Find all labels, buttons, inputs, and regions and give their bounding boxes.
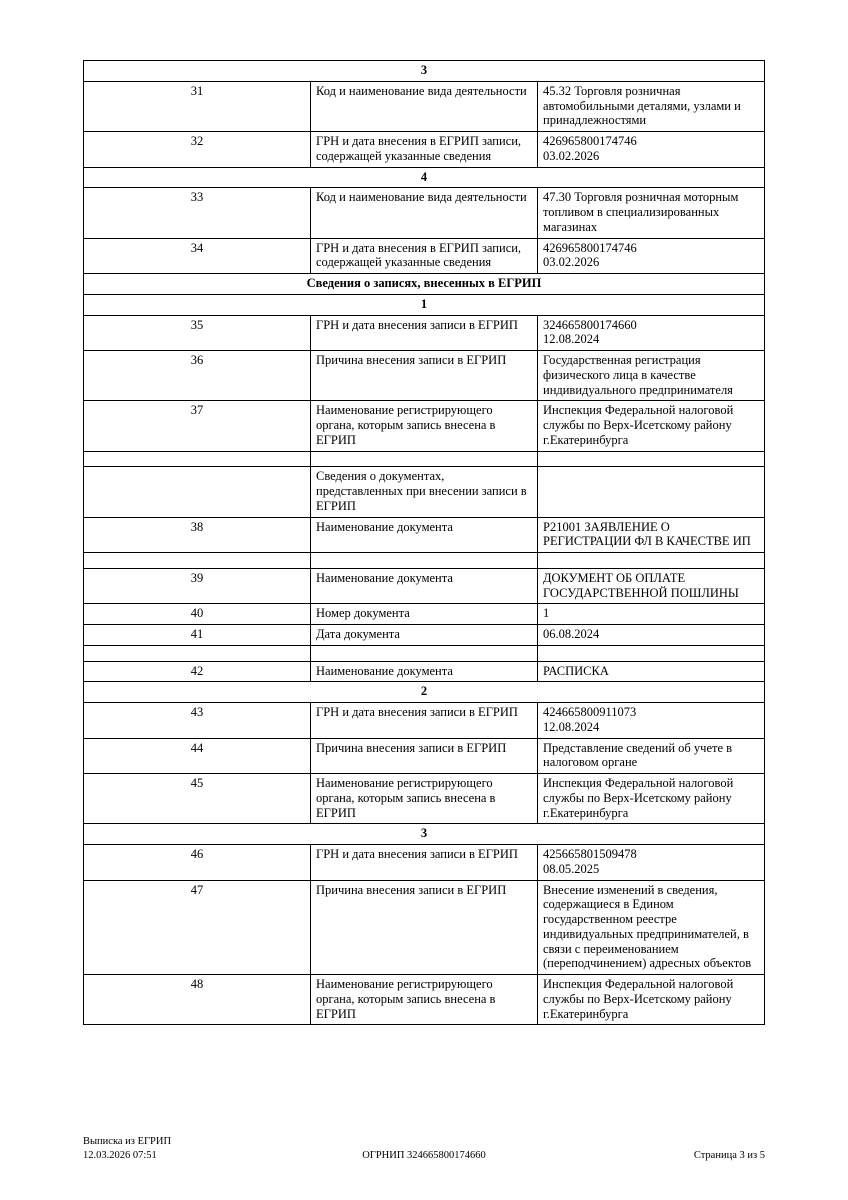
row-value: 425665801509478 08.05.2025 xyxy=(538,845,765,881)
row-number: 46 xyxy=(84,845,311,881)
table-group-number-row xyxy=(84,294,765,315)
group-number: 2 xyxy=(84,682,765,703)
footer-timestamp: 12.03.2026 07:51 xyxy=(83,1149,157,1161)
row-label: ГРН и дата внесения в ЕГРИП записи, содержащей указанные сведения xyxy=(311,238,538,274)
table-row xyxy=(84,81,765,131)
table-row xyxy=(84,880,765,975)
row-value: РАСПИСКА xyxy=(538,661,765,682)
footer-page-number: Страница 3 из 5 xyxy=(693,1150,765,1161)
row-label: ГРН и дата внесения записи в ЕГРИП xyxy=(311,845,538,881)
row-value: 47.30 Торговля розничная моторным топливом в специализированных магазинах xyxy=(538,188,765,238)
table-spacer-row xyxy=(84,645,765,661)
table-row xyxy=(84,188,765,238)
row-label: Наименование документа xyxy=(311,517,538,553)
row-number: 43 xyxy=(84,703,311,739)
row-value: Представление сведений об учете в налоговом органе xyxy=(538,738,765,774)
row-value xyxy=(538,467,765,517)
table-row xyxy=(84,845,765,881)
row-label: Наименование регистрирующего органа, которым запись внесена в ЕГРИП xyxy=(311,774,538,824)
row-value: 45.32 Торговля розничная автомобильными деталями, узлами и принадлежностями xyxy=(538,81,765,131)
row-value: ДОКУМЕНТ ОБ ОПЛАТЕ ГОСУДАРСТВЕННОЙ ПОШЛИНЫ xyxy=(538,568,765,604)
egrip-extract-table xyxy=(83,60,765,1025)
table-row xyxy=(84,132,765,168)
row-number: 35 xyxy=(84,315,311,351)
row-label: Код и наименование вида деятельности xyxy=(311,188,538,238)
row-value: 424665800911073 12.08.2024 xyxy=(538,703,765,739)
row-value: Инспекция Федеральной налоговой службы по Верх-Исетскому району г.Екатеринбурга xyxy=(538,401,765,451)
row-label: Код и наименование вида деятельности xyxy=(311,81,538,131)
row-value: Инспекция Федеральной налоговой службы по Верх-Исетскому району г.Екатеринбурга xyxy=(538,774,765,824)
table-row xyxy=(84,774,765,824)
table-row xyxy=(84,568,765,604)
table-row xyxy=(84,703,765,739)
table-row xyxy=(84,351,765,401)
table-row xyxy=(84,517,765,553)
row-label: Причина внесения записи в ЕГРИП xyxy=(311,880,538,975)
spacer-cell xyxy=(84,553,311,569)
row-label: Дата документа xyxy=(311,625,538,646)
table-row xyxy=(84,315,765,351)
row-number: 45 xyxy=(84,774,311,824)
row-number: 32 xyxy=(84,132,311,168)
row-number: 34 xyxy=(84,238,311,274)
row-label: Причина внесения записи в ЕГРИП xyxy=(311,351,538,401)
group-number: 3 xyxy=(84,61,765,82)
row-number xyxy=(84,467,311,517)
row-value: Государственная регистрация физического лица в качестве индивидуального предпринимателя xyxy=(538,351,765,401)
table-row xyxy=(84,738,765,774)
row-label: Наименование регистрирующего органа, которым запись внесена в ЕГРИП xyxy=(311,401,538,451)
row-number: 47 xyxy=(84,880,311,975)
table-spacer-row xyxy=(84,553,765,569)
row-value: 324665800174660 12.08.2024 xyxy=(538,315,765,351)
row-number: 37 xyxy=(84,401,311,451)
table-group-number-row xyxy=(84,167,765,188)
row-label: Сведения о документах, представленных при внесении записи в ЕГРИП xyxy=(311,467,538,517)
row-number: 39 xyxy=(84,568,311,604)
row-label: Причина внесения записи в ЕГРИП xyxy=(311,738,538,774)
row-label: ГРН и дата внесения в ЕГРИП записи, содержащей указанные сведения xyxy=(311,132,538,168)
row-label: ГРН и дата внесения записи в ЕГРИП xyxy=(311,315,538,351)
row-number: 44 xyxy=(84,738,311,774)
spacer-cell xyxy=(538,451,765,467)
row-value: 1 xyxy=(538,604,765,625)
spacer-cell xyxy=(84,451,311,467)
spacer-cell xyxy=(84,645,311,661)
row-number: 41 xyxy=(84,625,311,646)
table-row xyxy=(84,625,765,646)
table-row xyxy=(84,238,765,274)
table-spacer-row xyxy=(84,451,765,467)
table-section-header xyxy=(84,274,765,295)
row-number: 33 xyxy=(84,188,311,238)
table-row xyxy=(84,604,765,625)
row-number: 38 xyxy=(84,517,311,553)
section-title: Сведения о записях, внесенных в ЕГРИП xyxy=(84,274,765,295)
row-number: 42 xyxy=(84,661,311,682)
spacer-cell xyxy=(538,645,765,661)
row-number: 40 xyxy=(84,604,311,625)
table-group-number-row xyxy=(84,682,765,703)
table-row xyxy=(84,975,765,1025)
spacer-cell xyxy=(311,451,538,467)
row-value: 426965800174746 03.02.2026 xyxy=(538,132,765,168)
footer-ogrnip: ОГРНИП 324665800174660 xyxy=(362,1150,486,1161)
group-number: 1 xyxy=(84,294,765,315)
spacer-cell xyxy=(538,553,765,569)
spacer-cell xyxy=(311,553,538,569)
row-number: 36 xyxy=(84,351,311,401)
group-number: 4 xyxy=(84,167,765,188)
row-number: 31 xyxy=(84,81,311,131)
table-body xyxy=(84,61,765,1025)
row-number: 48 xyxy=(84,975,311,1025)
row-label: Наименование документа xyxy=(311,568,538,604)
group-number: 3 xyxy=(84,824,765,845)
table-row xyxy=(84,467,765,517)
row-label: Наименование документа xyxy=(311,661,538,682)
row-value: 06.08.2024 xyxy=(538,625,765,646)
footer-doc-title: Выписка из ЕГРИП xyxy=(83,1136,172,1147)
table-group-number-row xyxy=(84,61,765,82)
row-value: 426965800174746 03.02.2026 xyxy=(538,238,765,274)
row-value: Р21001 ЗАЯВЛЕНИЕ О РЕГИСТРАЦИИ ФЛ В КАЧЕСТВЕ ИП xyxy=(538,517,765,553)
row-label: Номер документа xyxy=(311,604,538,625)
table-group-number-row xyxy=(84,824,765,845)
row-label: Наименование регистрирующего органа, которым запись внесена в ЕГРИП xyxy=(311,975,538,1025)
row-value: Инспекция Федеральной налоговой службы по Верх-Исетскому району г.Екатеринбурга xyxy=(538,975,765,1025)
row-label: ГРН и дата внесения записи в ЕГРИП xyxy=(311,703,538,739)
row-value: Внесение изменений в сведения, содержащиеся в Едином государственном реестре индивидуальных предпринимателей, в связи с переименованием (переподчинением) адресных объектов xyxy=(538,880,765,975)
table-row xyxy=(84,401,765,451)
spacer-cell xyxy=(311,645,538,661)
table-row xyxy=(84,661,765,682)
